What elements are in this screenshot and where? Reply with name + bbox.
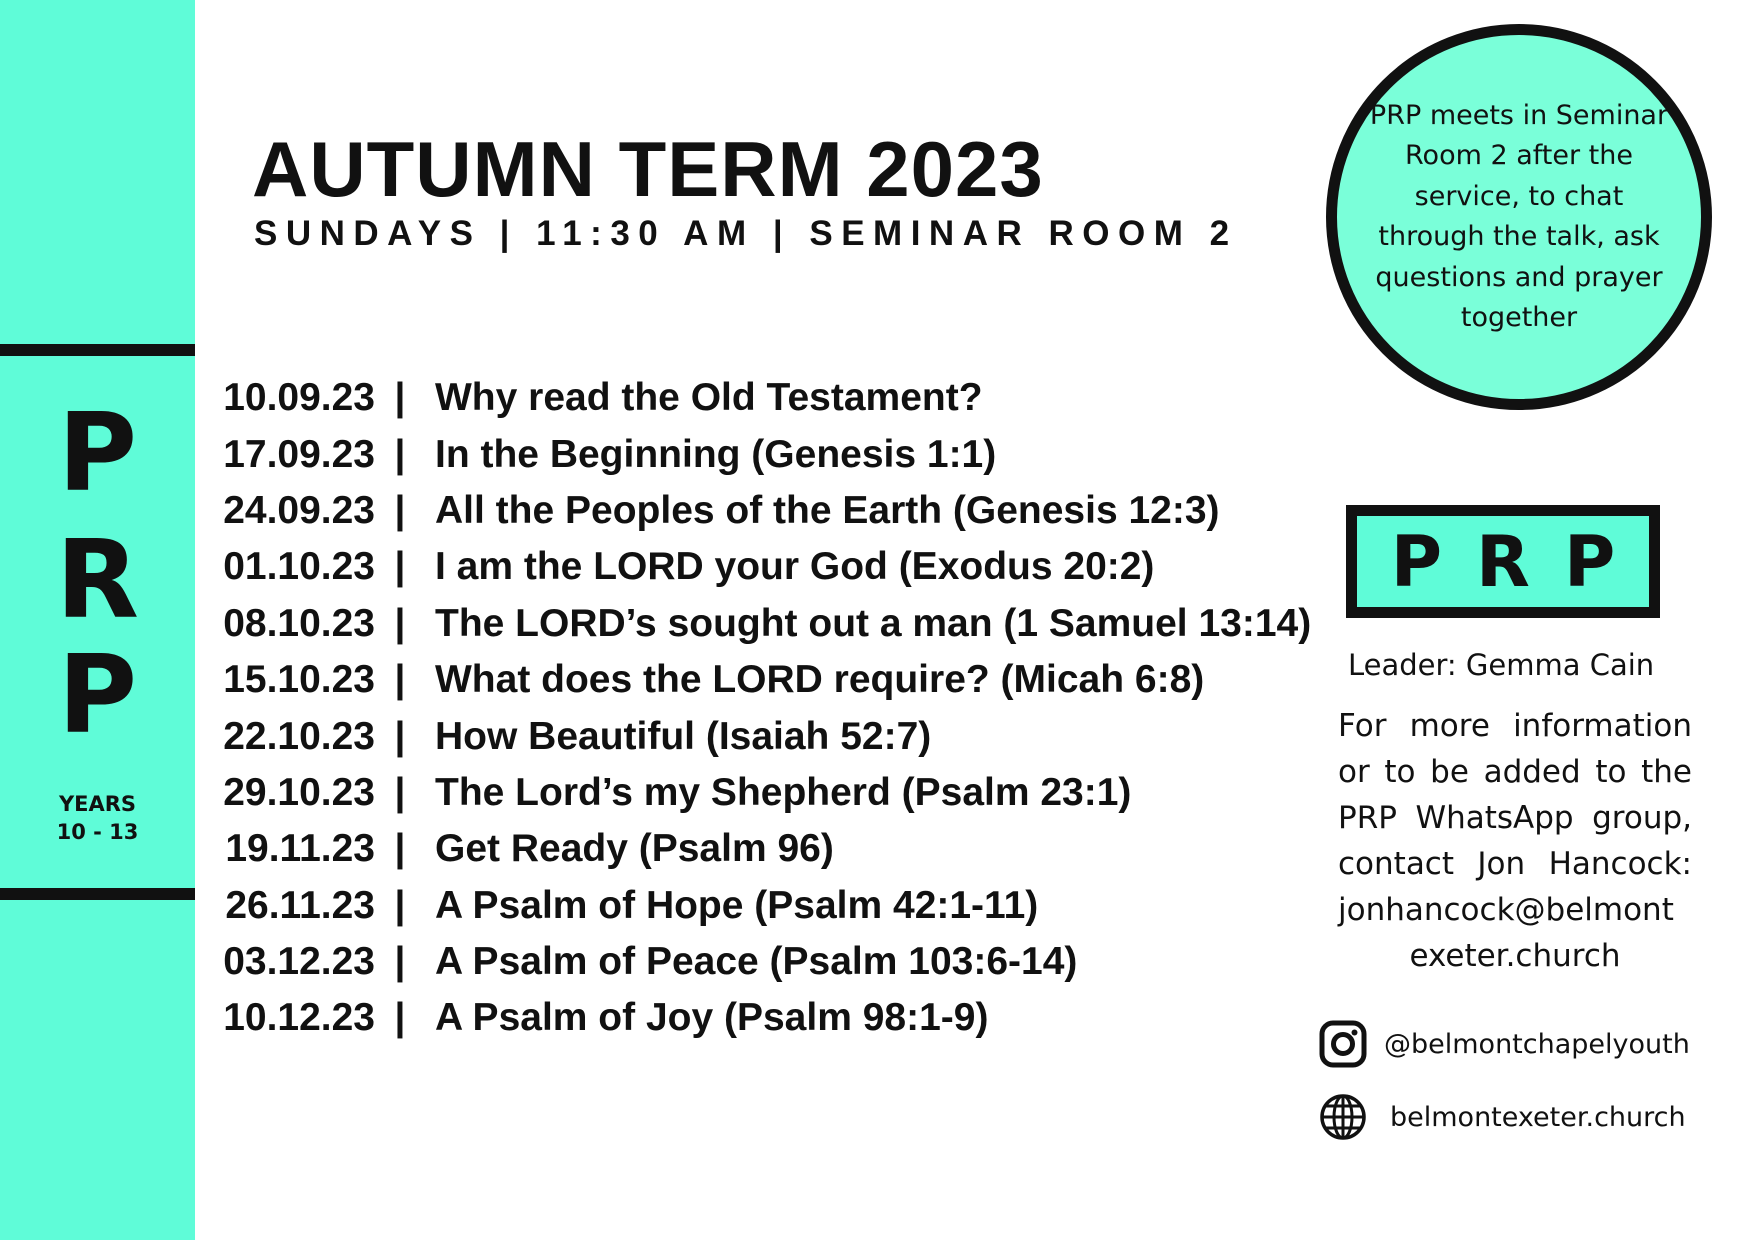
- schedule-date: 24.09.23: [223, 488, 375, 532]
- leader-text: Leader: Gemma Cain: [1348, 648, 1655, 682]
- instagram-icon: [1318, 1019, 1368, 1069]
- sidebar: [0, 0, 195, 1240]
- prp-logo: [1346, 505, 1660, 618]
- website-link[interactable]: belmontexeter.church: [1390, 1101, 1686, 1133]
- years-label-line2: 10 - 13: [56, 820, 139, 844]
- schedule-separator: |: [394, 432, 406, 476]
- schedule-talk-title: How Beautiful (Isaiah 52:7): [435, 714, 932, 758]
- schedule-row: [200, 821, 1311, 877]
- sidebar-bottom-rule: [0, 888, 195, 900]
- schedule-date: 22.10.23: [223, 714, 375, 758]
- years-label: [0, 790, 195, 846]
- schedule-date: 29.10.23: [223, 770, 375, 814]
- schedule-row: [200, 483, 1311, 539]
- instagram-handle[interactable]: @belmontchapelyouth: [1384, 1028, 1690, 1060]
- schedule-row: [200, 765, 1311, 821]
- schedule-separator: |: [394, 545, 406, 589]
- instagram-row: [1318, 1019, 1690, 1069]
- schedule-talk-title: The LORD’s sought out a man (1 Samuel 13:14): [435, 601, 1312, 645]
- schedule-list: [200, 370, 1311, 1047]
- schedule-talk-title: A Psalm of Joy (Psalm 98:1-9): [435, 996, 989, 1040]
- schedule-date: 15.10.23: [223, 658, 375, 702]
- schedule-row: [200, 596, 1311, 652]
- sidebar-letter-p-bottom: P: [57, 633, 138, 758]
- schedule-talk-title: A Psalm of Peace (Psalm 103:6-14): [435, 940, 1078, 984]
- schedule-date: 01.10.23: [223, 545, 375, 589]
- schedule-row: [200, 652, 1311, 708]
- schedule-separator: |: [394, 996, 406, 1040]
- schedule-row: [200, 539, 1311, 595]
- contact-info: For more information or to be added to the PRP WhatsApp group, contact Jon Hancock: jonhancock@belmont exeter.church: [1338, 708, 1692, 974]
- schedule-date: 26.11.23: [225, 883, 375, 927]
- globe-icon: [1318, 1092, 1368, 1142]
- info-circle: [1326, 24, 1712, 410]
- schedule-talk-title: What does the LORD require? (Micah 6:8): [435, 658, 1205, 702]
- schedule-date: 08.10.23: [223, 601, 375, 645]
- schedule-date: 19.11.23: [225, 827, 375, 871]
- schedule-row: [200, 708, 1311, 764]
- schedule-talk-title: All the Peoples of the Earth (Genesis 12:3): [435, 488, 1220, 532]
- sidebar-letter-p-top: P: [57, 391, 138, 516]
- schedule-talk-title: A Psalm of Hope (Psalm 42:1-11): [435, 883, 1039, 927]
- schedule-date: 17.09.23: [223, 432, 375, 476]
- schedule-separator: |: [394, 488, 406, 532]
- schedule-row: [200, 370, 1311, 426]
- schedule-separator: |: [394, 601, 406, 645]
- schedule-separator: |: [394, 827, 406, 871]
- website-row: [1318, 1092, 1686, 1142]
- schedule-row: [200, 878, 1311, 934]
- schedule-talk-title: Get Ready (Psalm 96): [435, 827, 834, 871]
- schedule-date: 10.12.23: [223, 996, 375, 1040]
- schedule-date: 03.12.23: [223, 940, 375, 984]
- info-circle-text: PRP meets in Seminar Room 2 after the service, to chat through the talk, ask questions and prayer together: [1369, 99, 1669, 333]
- sidebar-top-rule: [0, 344, 195, 356]
- page-title: AUTUMN TERM 2023: [252, 125, 1044, 213]
- sidebar-letter-r: R: [55, 518, 140, 643]
- schedule-row: [200, 426, 1311, 482]
- schedule-separator: |: [394, 940, 406, 984]
- prp-logo-text: PRP: [1390, 520, 1650, 603]
- schedule-row: [200, 934, 1311, 990]
- schedule-separator: |: [394, 376, 406, 420]
- schedule-talk-title: I am the LORD your God (Exodus 20:2): [435, 545, 1155, 589]
- schedule-separator: |: [394, 658, 406, 702]
- schedule-row: [200, 990, 1311, 1046]
- schedule-separator: |: [394, 770, 406, 814]
- schedule-separator: |: [394, 883, 406, 927]
- schedule-date: 10.09.23: [223, 376, 375, 420]
- page-subtitle: SUNDAYS | 11:30 AM | SEMINAR ROOM 2: [254, 214, 1238, 253]
- years-label-line1: YEARS: [58, 792, 137, 816]
- schedule-talk-title: Why read the Old Testament?: [435, 376, 983, 420]
- schedule-separator: |: [394, 714, 406, 758]
- schedule-talk-title: The Lord’s my Shepherd (Psalm 23:1): [435, 770, 1132, 814]
- schedule-talk-title: In the Beginning (Genesis 1:1): [435, 432, 997, 476]
